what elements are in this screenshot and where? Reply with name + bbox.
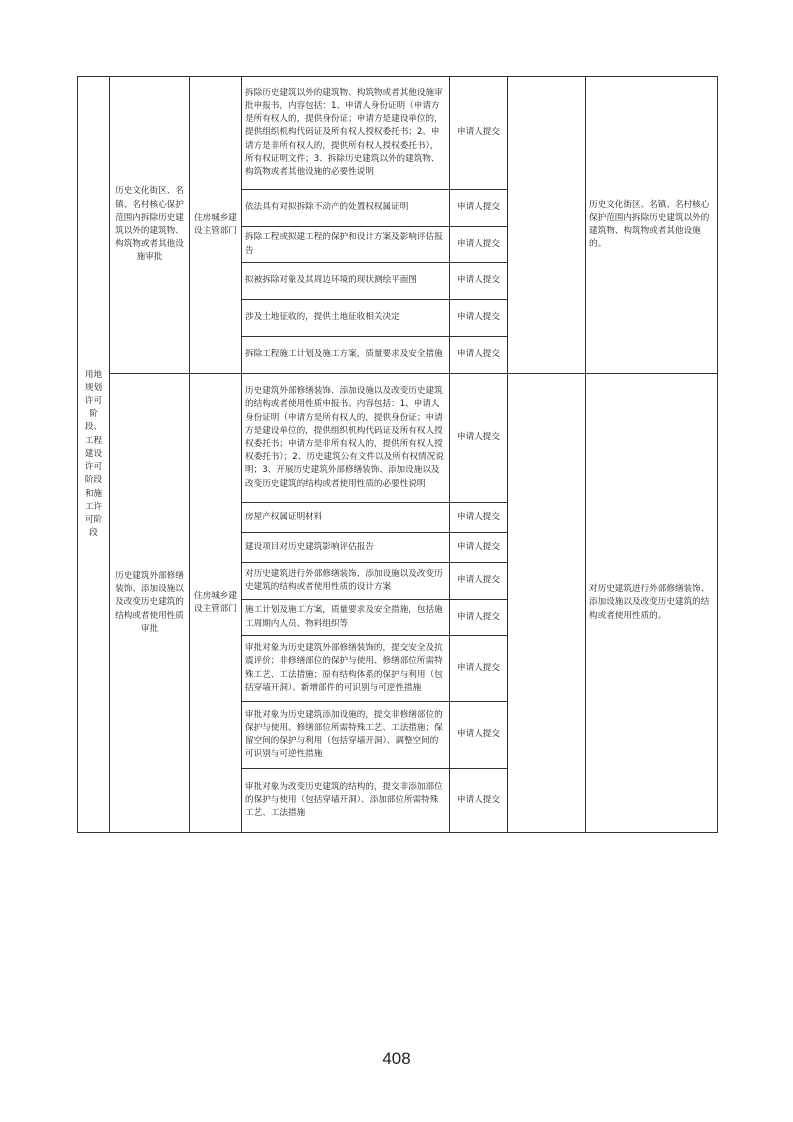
material-cell: 对历史建筑进行外部修缮装饰、添加设施以及改变历史建筑的结构或者使用性质的设计方案	[242, 563, 450, 600]
source-cell: 申请人提交	[450, 600, 508, 636]
material-cell: 施工计划及施工方案，质量要求及安全措施，包括施工周期内人员、物料组织等	[242, 600, 450, 636]
source-cell: 申请人提交	[450, 563, 508, 600]
note-cell: 历史文化街区、名镇、名村核心保护范围内拆除历史建筑以外的建筑物、构筑物或者其他设施的。	[586, 77, 718, 374]
material-cell: 历史建筑外部修缮装饰、添加设施以及改变历史建筑的结构或者使用性质申报书。内容包括：1、申请人身份证明（申请方是所有权人的，提供身份证；申请方是建设单位的，提供组织机构代码证及所有权人授权委托书；申请方是非所有权人的，提供所有权人授权委托书）；2、历史建筑公有文件以及所有权情况说明；3、开展历史建筑外部修缮装饰、添加设施以及改变历史建筑的结构或者使用性质的必要性说明	[242, 374, 450, 503]
material-cell: 拆除工程或拟建工程的保护和设计方案及影响评估报告	[242, 227, 450, 263]
stage-cell: 用地规划许可阶段、工程建设许可阶段和施工许可阶段	[78, 77, 110, 833]
table-row	[78, 374, 718, 503]
material-cell: 涉及土地征收的，提供土地征收相关决定	[242, 300, 450, 337]
material-cell: 审批对象为历史建筑外部修缮装饰的，提交安全及抗震评价；非修缮部位的保护与使用、修缮部位所需特殊工艺、工法措施；原有结构体系的保护与利用（包括穿墙开洞）、新增部件的可识别与可逆性措施	[242, 636, 450, 702]
material-cell: 房屋产权属证明材料	[242, 503, 450, 533]
source-cell: 申请人提交	[450, 77, 508, 190]
source-cell: 申请人提交	[450, 227, 508, 263]
source-cell: 申请人提交	[450, 503, 508, 533]
department-cell: 住房城乡建设主管部门	[190, 77, 242, 374]
source-cell: 申请人提交	[450, 337, 508, 374]
item-cell: 历史建筑外部修缮装饰、添加设施以及改变历史建筑的结构或者使用性质审批	[110, 374, 190, 833]
material-cell: 审批对象为历史建筑添加设施的，提交非修缮部位的保护与使用、修缮部位所需特殊工艺、工法措施；保留空间的保护与利用（包括穿墙开洞）、调整空间的可识别与可逆性措施	[242, 702, 450, 769]
material-cell: 拟被拆除对象及其周边环境的现状测绘平面图	[242, 263, 450, 300]
approval-materials-table	[77, 76, 718, 833]
item-cell: 历史文化街区、名镇、名村核心保护范围内拆除历史建筑以外的建筑物、构筑物或者其他设施审批	[110, 77, 190, 374]
material-cell: 审批对象为改变历史建筑的结构的，提交非添加部位的保护与使用（包括穿墙开洞）、添加部位所需特殊工艺、工法措施	[242, 769, 450, 833]
empty-cell	[508, 77, 586, 374]
department-cell: 住房城乡建设主管部门	[190, 374, 242, 833]
source-cell: 申请人提交	[450, 300, 508, 337]
source-cell: 申请人提交	[450, 533, 508, 563]
source-cell: 申请人提交	[450, 374, 508, 503]
source-cell: 申请人提交	[450, 769, 508, 833]
source-cell: 申请人提交	[450, 636, 508, 702]
page-number: 408	[382, 1049, 411, 1068]
material-cell: 依法具有对拟拆除不动产的处置权权属证明	[242, 190, 450, 227]
source-cell: 申请人提交	[450, 702, 508, 769]
source-cell: 申请人提交	[450, 263, 508, 300]
empty-cell	[508, 374, 586, 833]
material-cell: 拆除工程施工计划及施工方案，质量要求及安全措施	[242, 337, 450, 374]
material-cell: 建设项目对历史建筑影响评估报告	[242, 533, 450, 563]
material-cell: 拆除历史建筑以外的建筑物、构筑物或者其他设施审批申报书，内容包括：1、申请人身份证明（申请方是所有权人的，提供身份证；申请方是建设单位的，提供组织机构代码证及所有权人授权委托书；2、申请方是非所有权人的，提供所有权人授权委托书），所有权证明文件；3、拆除历史建筑以外的建筑物、构筑物或者其他设施的必要性说明	[242, 77, 450, 190]
note-cell: 对历史建筑进行外部修缮装饰、添加设施以及改变历史建筑的结构或者使用性质的。	[586, 374, 718, 833]
source-cell: 申请人提交	[450, 190, 508, 227]
table-row	[78, 77, 718, 190]
